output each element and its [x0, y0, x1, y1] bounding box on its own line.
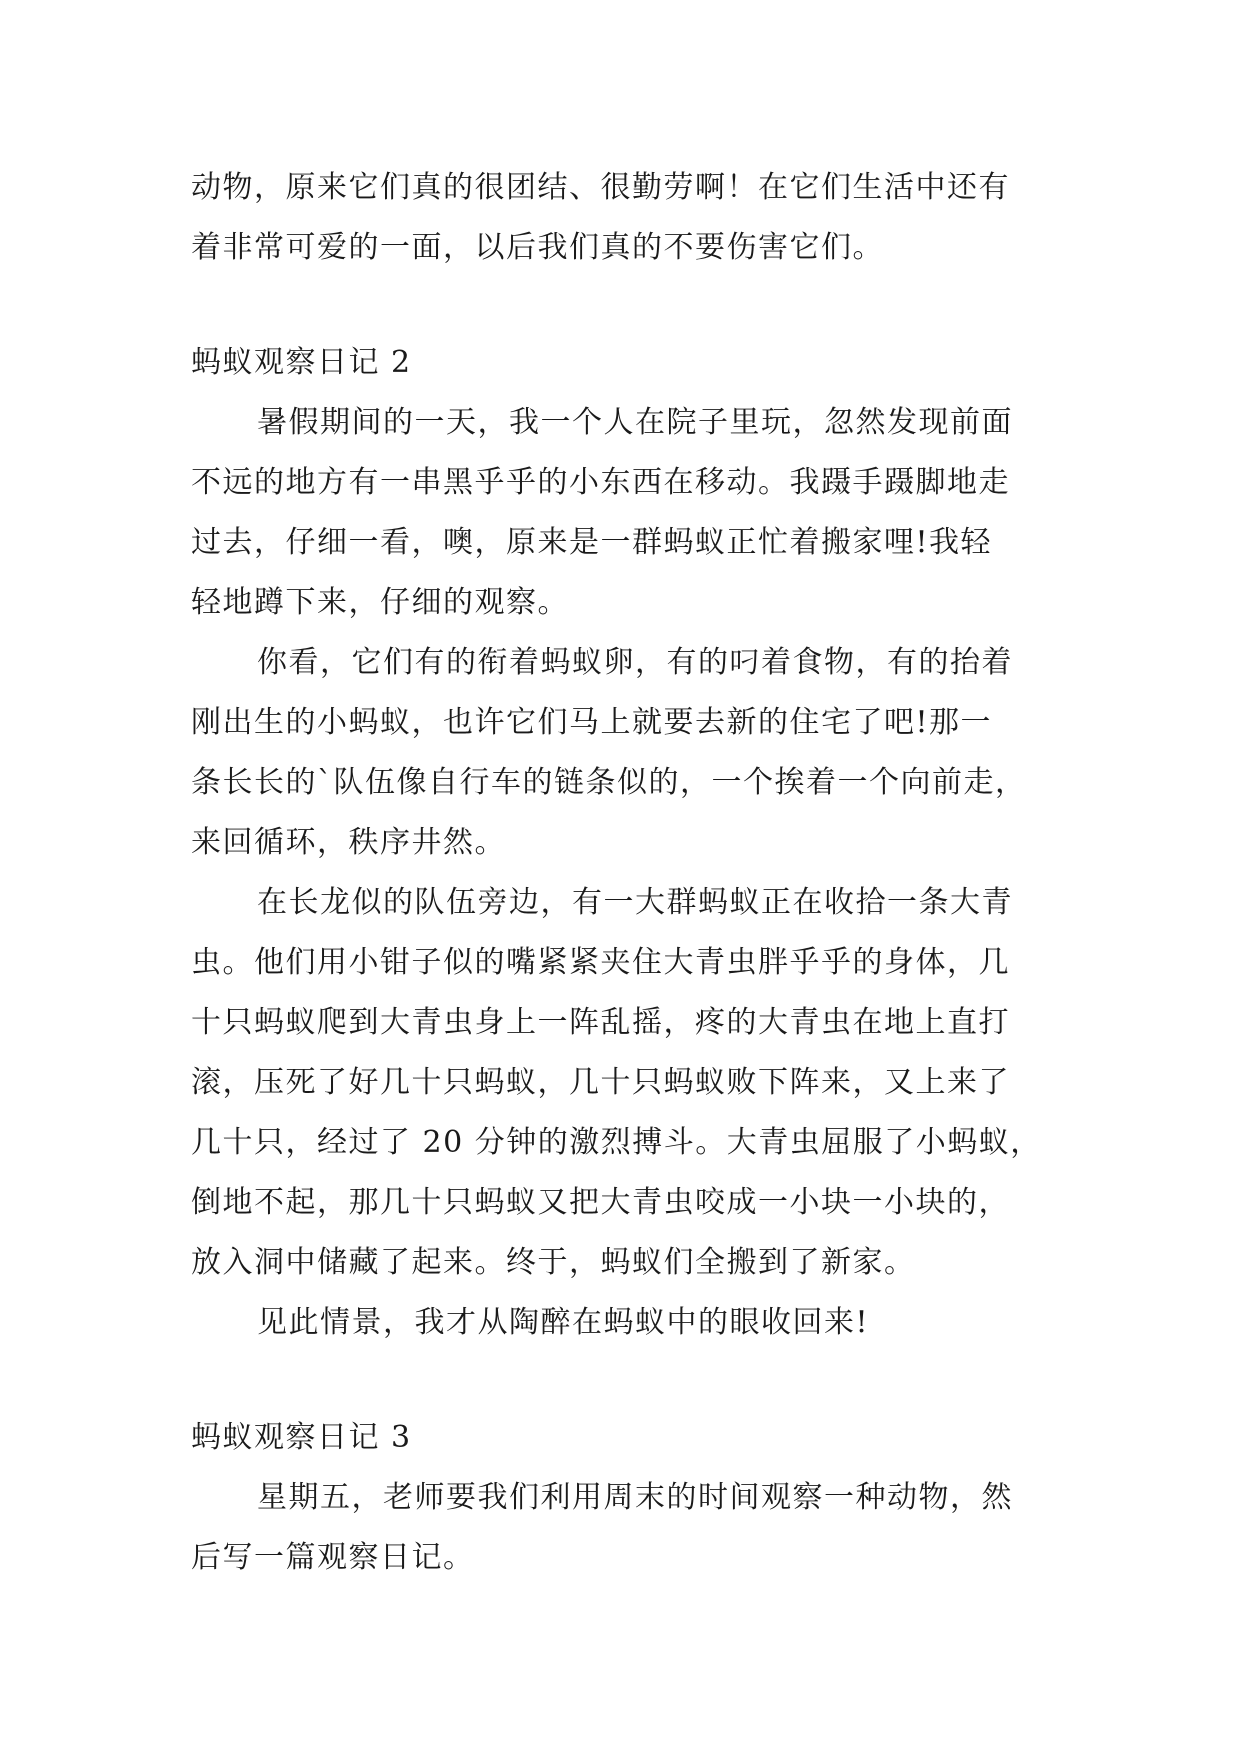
paragraph-line: 刚出生的小蚂蚁，也许它们马上就要去新的住宅了吧!那一 [191, 705, 993, 740]
paragraph-line: 条长长的`队伍像自行车的链条似的，一个挨着一个向前走， [191, 765, 1027, 800]
paragraph-line: 虫。他们用小钳子似的嘴紧紧夹住大青虫胖乎乎的身体，几 [191, 945, 1010, 980]
paragraph-line: 过去，仔细一看，噢，原来是一群蚂蚁正忙着搬家哩!我轻 [191, 525, 993, 560]
paragraph-line: 来回循环，秩序井然。 [191, 825, 506, 860]
paragraph-line: 星期五，老师要我们利用周末的时间观察一种动物，然 [257, 1480, 1013, 1515]
paragraph-line: 着非常可爱的一面，以后我们真的不要伤害它们。 [191, 230, 884, 265]
paragraph-line: 滚，压死了好几十只蚂蚁，几十只蚂蚁败下阵来，又上来了 [191, 1065, 1010, 1100]
paragraph-line: 不远的地方有一串黑乎乎的小东西在移动。我蹑手蹑脚地走 [191, 465, 1010, 500]
paragraph-line: 见此情景，我才从陶醉在蚂蚁中的眼收回来! [257, 1305, 870, 1340]
paragraph-line: 动物，原来它们真的很团结、很勤劳啊！在它们生活中还有 [191, 170, 1010, 205]
section-heading: 蚂蚁观察日记 2 [191, 345, 412, 380]
paragraph-line: 几十只，经过了 20 分钟的激烈搏斗。大青虫屈服了小蚂蚁， [191, 1125, 1042, 1160]
section-heading: 蚂蚁观察日记 3 [191, 1420, 412, 1455]
paragraph-line: 在长龙似的队伍旁边，有一大群蚂蚁正在收拾一条大青 [257, 885, 1013, 920]
paragraph-line: 十只蚂蚁爬到大青虫身上一阵乱摇，疼的大青虫在地上直打 [191, 1005, 1010, 1040]
paragraph-line: 你看，它们有的衔着蚂蚁卵，有的叼着食物，有的抬着 [257, 645, 1013, 680]
paragraph-line: 暑假期间的一天，我一个人在院子里玩，忽然发现前面 [257, 405, 1013, 440]
paragraph-line: 倒地不起，那几十只蚂蚁又把大青虫咬成一小块一小块的， [191, 1185, 1010, 1220]
paragraph-line: 放入洞中储藏了起来。终于，蚂蚁们全搬到了新家。 [191, 1245, 916, 1280]
paragraph-line: 后写一篇观察日记。 [191, 1540, 475, 1575]
paragraph-line: 轻地蹲下来，仔细的观察。 [191, 585, 569, 620]
